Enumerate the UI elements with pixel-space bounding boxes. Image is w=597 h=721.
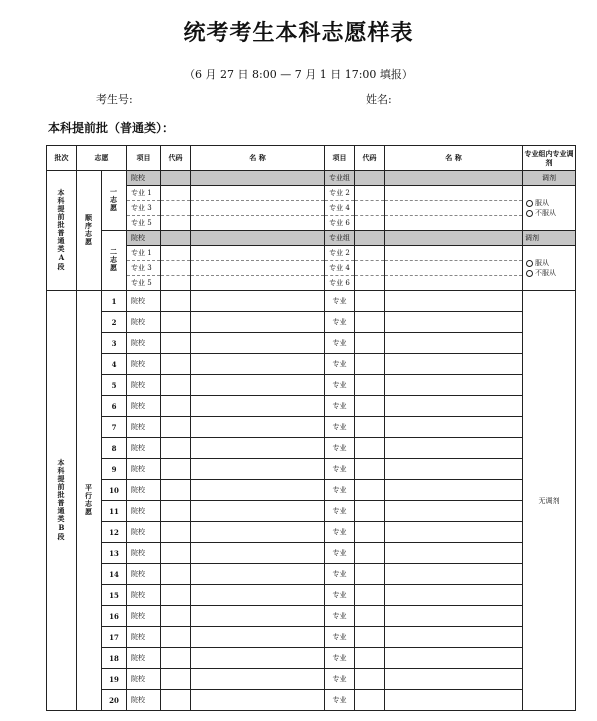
major-code-input[interactable]: [355, 564, 385, 585]
major-name-input[interactable]: [191, 186, 325, 201]
batch-a-label: 本科提前批普通类A段: [57, 188, 66, 271]
table-row: [47, 261, 576, 276]
table-row: [47, 291, 576, 312]
school-name-input[interactable]: [191, 312, 325, 333]
table-row: [47, 543, 576, 564]
major-label: 专业: [325, 354, 355, 375]
wish-1-not-obey-option[interactable]: [526, 208, 575, 218]
school-label: 院校: [127, 333, 161, 354]
school-label: 院校: [127, 564, 161, 585]
major-code-input[interactable]: [355, 522, 385, 543]
candidate-number-label: 考生号:: [96, 93, 133, 106]
school-name-input[interactable]: [191, 480, 325, 501]
school-label: 院校: [127, 417, 161, 438]
major-code-input[interactable]: [355, 261, 385, 276]
school-code-input[interactable]: [161, 291, 191, 312]
school-label: 院校: [127, 396, 161, 417]
header-name-2: 名 称: [385, 146, 523, 171]
batch-b-label: 本科提前批普通类B段: [57, 458, 66, 541]
school-name-input[interactable]: [191, 438, 325, 459]
school-label: 院校: [127, 231, 161, 246]
major-name-input[interactable]: [385, 564, 523, 585]
school-code-input[interactable]: [161, 417, 191, 438]
major-name-input[interactable]: [385, 627, 523, 648]
table-row: [47, 396, 576, 417]
header-batch: 批次: [47, 146, 77, 171]
school-code-input[interactable]: [161, 585, 191, 606]
major-label: 专业 2: [325, 246, 355, 261]
wish-1-cell: [102, 171, 127, 231]
school-code-input[interactable]: [161, 564, 191, 585]
fill-period: （6 月 27 日 8:00 — 7 月 1 日 17:00 填报）: [184, 68, 413, 81]
radio-circle-icon[interactable]: [526, 270, 533, 277]
school-code-input[interactable]: [161, 606, 191, 627]
table-row: [47, 480, 576, 501]
table-row: [47, 171, 576, 186]
table-row: [47, 564, 576, 585]
major-name-input[interactable]: [385, 375, 523, 396]
school-code-input[interactable]: [161, 171, 191, 186]
school-name-input[interactable]: [191, 417, 325, 438]
school-name-input[interactable]: [191, 375, 325, 396]
school-code-input[interactable]: [161, 690, 191, 711]
major-name-input[interactable]: [191, 201, 325, 216]
school-name-input[interactable]: [191, 459, 325, 480]
major-label: 专业: [325, 375, 355, 396]
table-row: [47, 312, 576, 333]
not-obey-label: 不服从: [535, 269, 556, 277]
major-label: 专业 6: [325, 276, 355, 291]
parallel-wish-cell: [77, 291, 102, 711]
major-code-input[interactable]: [355, 186, 385, 201]
table-row: [47, 246, 576, 261]
header-item-2: 项目: [325, 146, 355, 171]
table-row: [47, 648, 576, 669]
major-code-input[interactable]: [355, 606, 385, 627]
major-name-input[interactable]: [385, 585, 523, 606]
school-code-input[interactable]: [161, 438, 191, 459]
major-code-input[interactable]: [161, 246, 191, 261]
major-name-input[interactable]: [385, 669, 523, 690]
major-code-input[interactable]: [355, 648, 385, 669]
sequential-wish-cell: [77, 171, 102, 291]
major-label: 专业 2: [325, 186, 355, 201]
major-label: 专业: [325, 312, 355, 333]
school-label: 院校: [127, 690, 161, 711]
major-name-input[interactable]: [385, 459, 523, 480]
no-adjust-cell: 无调剂: [523, 291, 576, 711]
table-row: [47, 627, 576, 648]
wish-2-not-obey-option[interactable]: [526, 268, 575, 278]
major-code-input[interactable]: [355, 291, 385, 312]
major-label: 专业: [325, 396, 355, 417]
major-code-input[interactable]: [355, 354, 385, 375]
major-code-input[interactable]: [355, 417, 385, 438]
row-number: 12: [102, 522, 127, 543]
row-number: 5: [102, 375, 127, 396]
major-group-label: 专业组: [325, 231, 355, 246]
school-name-input[interactable]: [191, 501, 325, 522]
major-name-input[interactable]: [385, 291, 523, 312]
school-code-input[interactable]: [161, 375, 191, 396]
school-name-input[interactable]: [191, 354, 325, 375]
major-name-input[interactable]: [385, 522, 523, 543]
table-row: [47, 375, 576, 396]
major-name-input[interactable]: [385, 354, 523, 375]
major-label: 专业 3: [127, 261, 161, 276]
row-number: 19: [102, 669, 127, 690]
major-label: 专业 5: [127, 216, 161, 231]
school-label: 院校: [127, 522, 161, 543]
school-code-input[interactable]: [161, 522, 191, 543]
major-label: 专业: [325, 417, 355, 438]
major-label: 专业 5: [127, 276, 161, 291]
major-label: 专业: [325, 627, 355, 648]
table-row: [47, 417, 576, 438]
row-number: 20: [102, 690, 127, 711]
major-label: 专业: [325, 522, 355, 543]
school-name-input[interactable]: [191, 564, 325, 585]
major-name-input[interactable]: [385, 246, 523, 261]
major-code-input[interactable]: [355, 690, 385, 711]
major-label: 专业 4: [325, 261, 355, 276]
row-number: 8: [102, 438, 127, 459]
major-name-input[interactable]: [385, 543, 523, 564]
obey-label: 服从: [535, 199, 549, 207]
header-adjust: 专业组内专业调剂: [523, 146, 576, 171]
major-name-input[interactable]: [191, 246, 325, 261]
row-number: 3: [102, 333, 127, 354]
adjust-options: [523, 186, 576, 231]
school-code-input[interactable]: [161, 669, 191, 690]
school-label: 院校: [127, 627, 161, 648]
school-label: 院校: [127, 669, 161, 690]
school-code-input[interactable]: [161, 501, 191, 522]
major-name-input[interactable]: [385, 501, 523, 522]
table-row: [47, 585, 576, 606]
table-row: [47, 216, 576, 231]
radio-circle-icon[interactable]: [526, 260, 533, 267]
major-code-input[interactable]: [355, 375, 385, 396]
school-name-input[interactable]: [191, 171, 325, 186]
major-label: 专业: [325, 648, 355, 669]
major-name-input[interactable]: [385, 312, 523, 333]
major-code-input[interactable]: [161, 201, 191, 216]
school-label: 院校: [127, 438, 161, 459]
major-label: 专业: [325, 564, 355, 585]
major-code-input[interactable]: [355, 333, 385, 354]
row-number: 4: [102, 354, 127, 375]
table-row: [47, 276, 576, 291]
major-label: 专业 3: [127, 201, 161, 216]
major-label: 专业: [325, 291, 355, 312]
major-code-input[interactable]: [161, 186, 191, 201]
major-code-input[interactable]: [161, 216, 191, 231]
major-name-input[interactable]: [385, 606, 523, 627]
school-code-input[interactable]: [161, 312, 191, 333]
wish-2-cell: [102, 231, 127, 291]
adjust-options: [523, 246, 576, 291]
major-name-input[interactable]: [385, 216, 523, 231]
school-label: 院校: [127, 312, 161, 333]
school-name-input[interactable]: [191, 333, 325, 354]
school-code-input[interactable]: [161, 543, 191, 564]
major-code-input[interactable]: [355, 480, 385, 501]
table-row: [47, 669, 576, 690]
school-code-input[interactable]: [161, 480, 191, 501]
radio-circle-icon[interactable]: [526, 200, 533, 207]
table-row: [47, 333, 576, 354]
school-name-input[interactable]: [191, 585, 325, 606]
header-code-2: 代码: [355, 146, 385, 171]
major-label: 专业: [325, 501, 355, 522]
major-name-input[interactable]: [385, 261, 523, 276]
major-code-input[interactable]: [355, 216, 385, 231]
sequential-wish-label: 顺序志愿: [84, 213, 94, 246]
major-name-input[interactable]: [385, 438, 523, 459]
major-group-name-input[interactable]: [385, 171, 523, 186]
school-name-input[interactable]: [191, 648, 325, 669]
major-name-input[interactable]: [191, 276, 325, 291]
header-name: 名 称: [191, 146, 325, 171]
school-label: 院校: [127, 585, 161, 606]
major-name-input[interactable]: [191, 216, 325, 231]
major-name-input[interactable]: [385, 690, 523, 711]
wish-1-obey-option[interactable]: [526, 198, 575, 208]
table-row: [47, 690, 576, 711]
wish-2-label: 二志愿: [109, 247, 119, 272]
page-title: 统考考生本科志愿样表: [183, 20, 414, 46]
major-name-input[interactable]: [385, 417, 523, 438]
major-code-input[interactable]: [355, 246, 385, 261]
batch-a-cell: [47, 171, 77, 291]
major-name-input[interactable]: [385, 480, 523, 501]
major-code-input[interactable]: [355, 459, 385, 480]
school-code-input[interactable]: [161, 627, 191, 648]
table-row: [47, 438, 576, 459]
table-row: [47, 354, 576, 375]
major-group-label: 专业组: [325, 171, 355, 186]
school-label: 院校: [127, 543, 161, 564]
row-number: 2: [102, 312, 127, 333]
radio-circle-icon[interactable]: [526, 210, 533, 217]
major-label: 专业 1: [127, 186, 161, 201]
major-name-input[interactable]: [385, 201, 523, 216]
major-code-input[interactable]: [355, 438, 385, 459]
major-code-input[interactable]: [355, 627, 385, 648]
not-obey-label: 不服从: [535, 209, 556, 217]
school-name-input[interactable]: [191, 606, 325, 627]
major-code-input[interactable]: [355, 276, 385, 291]
major-group-code-input[interactable]: [355, 171, 385, 186]
header-item: 项目: [127, 146, 161, 171]
major-code-input[interactable]: [355, 585, 385, 606]
school-label: 院校: [127, 354, 161, 375]
major-label: 专业 4: [325, 201, 355, 216]
school-name-input[interactable]: [191, 231, 325, 246]
major-name-input[interactable]: [385, 186, 523, 201]
school-name-input[interactable]: [191, 522, 325, 543]
row-number: 10: [102, 480, 127, 501]
school-name-input[interactable]: [191, 690, 325, 711]
section-title: 本科提前批（普通类）：: [48, 121, 175, 135]
school-code-input[interactable]: [161, 333, 191, 354]
major-code-input[interactable]: [355, 501, 385, 522]
school-label: 院校: [127, 375, 161, 396]
school-name-input[interactable]: [191, 669, 325, 690]
major-label: 专业: [325, 543, 355, 564]
application-form-table: [46, 145, 576, 711]
school-label: 院校: [127, 648, 161, 669]
major-code-input[interactable]: [355, 543, 385, 564]
adjust-label: 调剂: [523, 171, 576, 186]
school-label: 院校: [127, 459, 161, 480]
major-code-input[interactable]: [355, 201, 385, 216]
school-label: 院校: [127, 606, 161, 627]
school-label: 院校: [127, 501, 161, 522]
major-name-input[interactable]: [191, 261, 325, 276]
major-name-input[interactable]: [385, 333, 523, 354]
major-code-input[interactable]: [355, 669, 385, 690]
row-number: 9: [102, 459, 127, 480]
school-code-input[interactable]: [161, 459, 191, 480]
school-code-input[interactable]: [161, 396, 191, 417]
school-code-input[interactable]: [161, 648, 191, 669]
school-name-input[interactable]: [191, 396, 325, 417]
wish-1-label: 一志愿: [109, 187, 119, 212]
row-number: 16: [102, 606, 127, 627]
table-row: [47, 201, 576, 216]
major-label: 专业: [325, 480, 355, 501]
table-row: [47, 522, 576, 543]
major-code-input[interactable]: [161, 261, 191, 276]
obey-label: 服从: [535, 259, 549, 267]
school-code-input[interactable]: [161, 231, 191, 246]
name-label: 姓名:: [366, 93, 392, 106]
school-label: 院校: [127, 291, 161, 312]
school-label: 院校: [127, 480, 161, 501]
row-number: 18: [102, 648, 127, 669]
adjust-label: 调剂: [523, 231, 576, 246]
major-label: 专业: [325, 669, 355, 690]
row-number: 15: [102, 585, 127, 606]
row-number: 1: [102, 291, 127, 312]
row-number: 7: [102, 417, 127, 438]
row-number: 17: [102, 627, 127, 648]
table-row: [47, 231, 576, 246]
major-code-input[interactable]: [355, 396, 385, 417]
school-name-input[interactable]: [191, 543, 325, 564]
wish-2-obey-option[interactable]: [526, 258, 575, 268]
major-label: 专业 6: [325, 216, 355, 231]
header-wish: 志愿: [77, 146, 127, 171]
parallel-wish-label: 平行志愿: [84, 483, 94, 516]
major-label: 专业: [325, 585, 355, 606]
batch-b-cell: [47, 291, 77, 711]
major-name-input[interactable]: [385, 396, 523, 417]
school-name-input[interactable]: [191, 291, 325, 312]
table-row: [47, 459, 576, 480]
row-number: 6: [102, 396, 127, 417]
table-row: [47, 606, 576, 627]
table-row: [47, 501, 576, 522]
major-code-input[interactable]: [161, 276, 191, 291]
row-number: 11: [102, 501, 127, 522]
major-name-input[interactable]: [385, 648, 523, 669]
row-number: 13: [102, 543, 127, 564]
major-group-name-input[interactable]: [385, 231, 523, 246]
major-label: 专业: [325, 333, 355, 354]
school-code-input[interactable]: [161, 354, 191, 375]
major-label: 专业: [325, 459, 355, 480]
header-code: 代码: [161, 146, 191, 171]
row-number: 14: [102, 564, 127, 585]
school-name-input[interactable]: [191, 627, 325, 648]
major-name-input[interactable]: [385, 276, 523, 291]
school-label: 院校: [127, 171, 161, 186]
major-group-code-input[interactable]: [355, 231, 385, 246]
header-row: [47, 146, 576, 171]
major-label: 专业: [325, 438, 355, 459]
table-row: [47, 186, 576, 201]
major-label: 专业 1: [127, 246, 161, 261]
major-label: 专业: [325, 606, 355, 627]
major-label: 专业: [325, 690, 355, 711]
major-code-input[interactable]: [355, 312, 385, 333]
